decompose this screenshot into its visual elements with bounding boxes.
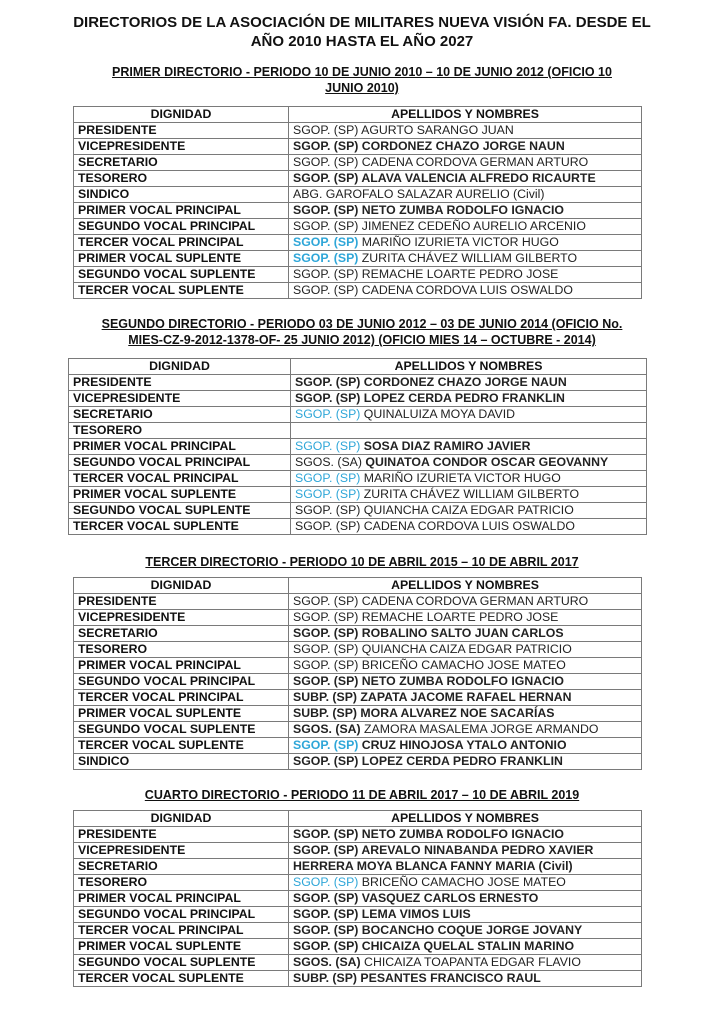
name-segment: SGOP. (SP) AGURTO SARANGO JUAN — [293, 123, 514, 137]
table-header-row — [69, 359, 647, 375]
name-segment: SGOS. (SA) — [295, 455, 362, 469]
section-title-line-2: MIES-CZ-9-2012-1378-OF- 25 JUNIO 2012) (OFICIO MIES 14 – OCTUBRE - 2014) — [128, 333, 596, 347]
section-title-primer-directorio — [50, 64, 674, 96]
name-segment: SGOP. (SP) BOCANCHO COQUE JORGE JOVANY — [293, 923, 583, 937]
dignidad-cell: SEGUNDO VOCAL SUPLENTE — [69, 503, 291, 519]
name-segment: ZURITA CHÁVEZ WILLIAM GILBERTO — [358, 251, 578, 265]
dignidad-cell: VICEPRESIDENTE — [69, 391, 291, 407]
rank-highlight: SGOP. (SP) — [295, 487, 361, 501]
document-title — [40, 13, 684, 51]
nombre-cell — [289, 251, 642, 267]
dignidad-cell: TESORERO — [74, 875, 289, 891]
dignidad-cell: PRESIDENTE — [74, 827, 289, 843]
dignidad-cell: SEGUNDO VOCAL SUPLENTE — [74, 267, 289, 283]
table-row — [74, 642, 642, 658]
nombre-cell — [289, 738, 642, 754]
table-row — [74, 722, 642, 738]
table-row — [74, 971, 642, 987]
name-segment: ZAMORA MASALEMA JORGE ARMANDO — [360, 722, 599, 736]
nombre-cell — [289, 722, 642, 738]
dignidad-cell: PRIMER VOCAL SUPLENTE — [74, 706, 289, 722]
name-segment: SGOP. (SP) AREVALO NINABANDA PEDRO XAVIER — [293, 843, 594, 857]
rank-highlight: SGOP. (SP) — [293, 235, 359, 249]
name-segment: ZURITA CHÁVEZ WILLIAM GILBERTO — [360, 487, 580, 501]
name-segment: SGOP. (SP) ROBALINO SALTO JUAN CARLOS — [293, 626, 564, 640]
dignidad-cell: PRIMER VOCAL PRINCIPAL — [69, 439, 291, 455]
table-row — [74, 738, 642, 754]
nombre-cell — [289, 139, 642, 155]
name-segment: SGOP. (SP) VASQUEZ CARLOS ERNESTO — [293, 891, 539, 905]
nombre-cell — [289, 690, 642, 706]
nombre-cell — [289, 171, 642, 187]
nombre-cell — [289, 626, 642, 642]
dignidad-cell: SEGUNDO VOCAL PRINCIPAL — [74, 674, 289, 690]
name-segment: MARIÑO IZURIETA VICTOR HUGO — [358, 235, 559, 249]
dignidad-cell: TERCER VOCAL PRINCIPAL — [74, 690, 289, 706]
nombre-cell — [289, 939, 642, 955]
name-segment: SGOP. (SP) CADENA CORDOVA GERMAN ARTURO — [293, 594, 589, 608]
dignidad-cell: TERCER VOCAL SUPLENTE — [74, 283, 289, 299]
nombre-cell — [289, 875, 642, 891]
name-segment: SGOP. (SP) QUIANCHA CAIZA EDGAR PATRICIO — [293, 642, 572, 656]
dignidad-cell: SEGUNDO VOCAL SUPLENTE — [74, 722, 289, 738]
rank-highlight: SGOP. (SP) — [293, 738, 359, 752]
nombre-cell — [291, 391, 647, 407]
table-row — [74, 219, 642, 235]
nombre-cell — [289, 235, 642, 251]
table-row — [74, 891, 642, 907]
dignidad-cell: PRESIDENTE — [69, 375, 291, 391]
dignidad-cell: PRIMER VOCAL SUPLENTE — [74, 939, 289, 955]
name-segment: SOSA DIAZ RAMIRO JAVIER — [360, 439, 531, 453]
dignidad-cell: SEGUNDO VOCAL PRINCIPAL — [74, 907, 289, 923]
section-title-tercer-directorio — [50, 554, 674, 570]
column-header-dignidad: DIGNIDAD — [74, 107, 289, 123]
section-title-cuarto-directorio — [50, 787, 674, 803]
dignidad-cell: PRIMER VOCAL PRINCIPAL — [74, 891, 289, 907]
dignidad-cell: VICEPRESIDENTE — [74, 843, 289, 859]
section-title-line-1: TERCER DIRECTORIO - PERIODO 10 DE ABRIL 2015 – 10 DE ABRIL 2017 — [145, 555, 579, 569]
dignidad-cell: SINDICO — [74, 187, 289, 203]
nombre-cell — [289, 843, 642, 859]
name-segment: ABG. GAROFALO SALAZAR AURELIO (Civil) — [293, 187, 545, 201]
table-row — [74, 123, 642, 139]
rank-highlight: SGOP. (SP) — [293, 251, 359, 265]
name-segment: SGOP. (SP) LOPEZ CERDA PEDRO FRANKLIN — [295, 391, 565, 405]
name-segment: SGOP. (SP) JIMENEZ CEDEÑO AURELIO ARCENIO — [293, 219, 586, 233]
table-header-row — [74, 578, 642, 594]
nombre-cell — [291, 503, 647, 519]
table-row — [69, 455, 647, 471]
table-primer-directorio — [73, 106, 642, 299]
column-header-dignidad: DIGNIDAD — [74, 578, 289, 594]
table-row — [74, 251, 642, 267]
nombre-cell — [291, 455, 647, 471]
nombre-cell — [289, 955, 642, 971]
dignidad-cell: SEGUNDO VOCAL PRINCIPAL — [69, 455, 291, 471]
name-segment: SGOP. (SP) LEMA VIMOS LUIS — [293, 907, 471, 921]
nombre-cell — [291, 375, 647, 391]
nombre-cell — [291, 519, 647, 535]
dignidad-cell: TESORERO — [69, 423, 291, 439]
section-title-line-1: SEGUNDO DIRECTORIO - PERIODO 03 DE JUNIO 2012 – 03 DE JUNIO 2014 (OFICIO No. — [101, 317, 623, 331]
column-header-dignidad: DIGNIDAD — [69, 359, 291, 375]
dignidad-cell: TERCER VOCAL PRINCIPAL — [74, 923, 289, 939]
name-segment: SGOP. (SP) CORDONEZ CHAZO JORGE NAUN — [295, 375, 567, 389]
nombre-cell — [289, 267, 642, 283]
table-row — [74, 923, 642, 939]
name-segment: SGOP. (SP) NETO ZUMBA RODOLFO IGNACIO — [293, 203, 564, 217]
table-row — [74, 690, 642, 706]
table-row — [69, 503, 647, 519]
name-segment: SGOP. (SP) CHICAIZA QUELAL STALIN MARINO — [293, 939, 575, 953]
table-cuarto-directorio — [73, 810, 642, 987]
rank-highlight: SGOP. (SP) — [293, 875, 359, 889]
name-segment: SGOP. (SP) CADENA CORDOVA GERMAN ARTURO — [293, 155, 589, 169]
dignidad-cell: PRESIDENTE — [74, 594, 289, 610]
table-row — [74, 626, 642, 642]
dignidad-cell: SEGUNDO VOCAL SUPLENTE — [74, 955, 289, 971]
name-segment: SGOP. (SP) CADENA CORDOVA LUIS OSWALDO — [295, 519, 575, 533]
dignidad-cell: SECRETARIO — [74, 859, 289, 875]
nombre-cell — [289, 642, 642, 658]
dignidad-cell: PRESIDENTE — [74, 123, 289, 139]
nombre-cell — [289, 123, 642, 139]
table-row — [74, 235, 642, 251]
table-row — [74, 610, 642, 626]
nombre-cell — [289, 187, 642, 203]
dignidad-cell: TERCER VOCAL PRINCIPAL — [69, 471, 291, 487]
table-row — [74, 875, 642, 891]
name-segment: SGOP. (SP) NETO ZUMBA RODOLFO IGNACIO — [293, 827, 564, 841]
column-header-apellidos-nombres: APELLIDOS Y NOMBRES — [289, 107, 642, 123]
section-title-segundo-directorio — [50, 316, 674, 348]
nombre-cell — [289, 219, 642, 235]
name-segment: SGOS. (SA) — [293, 722, 361, 736]
table-row — [69, 487, 647, 503]
nombre-cell — [289, 907, 642, 923]
nombre-cell — [289, 155, 642, 171]
name-segment: SGOP. (SP) BRICEÑO CAMACHO JOSE MATEO — [293, 658, 566, 672]
nombre-cell — [289, 859, 642, 875]
nombre-cell — [291, 407, 647, 423]
table-row — [74, 907, 642, 923]
name-segment: SGOP. (SP) QUIANCHA CAIZA EDGAR PATRICIO — [295, 503, 574, 517]
table-row — [74, 859, 642, 875]
nombre-cell — [291, 423, 647, 439]
table-row — [74, 139, 642, 155]
dignidad-cell: SECRETARIO — [69, 407, 291, 423]
name-segment: SGOP. (SP) REMACHE LOARTE PEDRO JOSE — [293, 267, 559, 281]
table-header-row — [74, 811, 642, 827]
column-header-dignidad: DIGNIDAD — [74, 811, 289, 827]
table-row — [69, 407, 647, 423]
name-segment: HERRERA MOYA BLANCA FANNY MARIA (Civil) — [293, 859, 573, 873]
dignidad-cell: PRIMER VOCAL SUPLENTE — [74, 251, 289, 267]
nombre-cell — [289, 610, 642, 626]
table-row — [74, 706, 642, 722]
dignidad-cell: TERCER VOCAL SUPLENTE — [74, 971, 289, 987]
table-row — [74, 939, 642, 955]
table-segundo-directorio — [68, 358, 647, 535]
name-segment: CRUZ HINOJOSA YTALO ANTONIO — [358, 738, 567, 752]
nombre-cell — [289, 674, 642, 690]
table-row — [74, 674, 642, 690]
name-segment: SGOP. (SP) ALAVA VALENCIA ALFREDO RICAURTE — [293, 171, 596, 185]
dignidad-cell: VICEPRESIDENTE — [74, 610, 289, 626]
nombre-cell — [289, 283, 642, 299]
column-header-apellidos-nombres: APELLIDOS Y NOMBRES — [289, 811, 642, 827]
table-row — [69, 471, 647, 487]
dignidad-cell: TESORERO — [74, 642, 289, 658]
dignidad-cell: SINDICO — [74, 754, 289, 770]
dignidad-cell: TERCER VOCAL SUPLENTE — [74, 738, 289, 754]
table-row — [69, 423, 647, 439]
table-row — [74, 827, 642, 843]
nombre-cell — [291, 487, 647, 503]
rank-highlight: SGOP. (SP) — [295, 439, 361, 453]
dignidad-cell: SECRETARIO — [74, 155, 289, 171]
nombre-cell — [291, 471, 647, 487]
table-row — [74, 955, 642, 971]
table-row — [74, 754, 642, 770]
nombre-cell — [289, 594, 642, 610]
nombre-cell — [289, 827, 642, 843]
table-row — [74, 594, 642, 610]
table-row — [74, 155, 642, 171]
table-row — [69, 391, 647, 407]
name-segment: SGOS. (SA) — [293, 955, 361, 969]
nombre-cell — [289, 891, 642, 907]
nombre-cell — [289, 658, 642, 674]
nombre-cell — [289, 971, 642, 987]
dignidad-cell: SECRETARIO — [74, 626, 289, 642]
document-title-line-1: DIRECTORIOS DE LA ASOCIACIÓN DE MILITARES NUEVA VISIÓN FA. DESDE EL — [73, 14, 651, 31]
nombre-cell — [289, 754, 642, 770]
rank-highlight: SGOP. (SP) — [295, 407, 361, 421]
table-row — [69, 439, 647, 455]
table-row — [74, 283, 642, 299]
table-row — [74, 843, 642, 859]
nombre-cell — [291, 439, 647, 455]
name-segment: QUINATOA CONDOR OSCAR GEOVANNY — [361, 455, 609, 469]
section-title-line-1: CUARTO DIRECTORIO - PERIODO 11 DE ABRIL 2017 – 10 DE ABRIL 2019 — [144, 788, 580, 802]
name-segment: SUBP. (SP) PESANTES FRANCISCO RAUL — [293, 971, 541, 985]
name-segment: SUBP. (SP) ZAPATA JACOME RAFAEL HERNAN — [293, 690, 572, 704]
name-segment: SUBP. (SP) MORA ALVAREZ NOE SACARÍAS — [293, 706, 555, 720]
section-title-line-1: PRIMER DIRECTORIO - PERIODO 10 DE JUNIO 2010 – 10 DE JUNIO 2012 (OFICIO 10 — [112, 65, 612, 79]
column-header-apellidos-nombres: APELLIDOS Y NOMBRES — [289, 578, 642, 594]
section-title-line-2: JUNIO 2010) — [325, 81, 399, 95]
name-segment: SGOP. (SP) REMACHE LOARTE PEDRO JOSE — [293, 610, 559, 624]
rank-highlight: SGOP. (SP) — [295, 471, 361, 485]
name-segment: SGOP. (SP) NETO ZUMBA RODOLFO IGNACIO — [293, 674, 564, 688]
name-segment: SGOP. (SP) CADENA CORDOVA LUIS OSWALDO — [293, 283, 573, 297]
dignidad-cell: TESORERO — [74, 171, 289, 187]
name-segment: MARIÑO IZURIETA VICTOR HUGO — [360, 471, 561, 485]
dignidad-cell: PRIMER VOCAL PRINCIPAL — [74, 658, 289, 674]
table-row — [69, 375, 647, 391]
column-header-apellidos-nombres: APELLIDOS Y NOMBRES — [291, 359, 647, 375]
table-tercer-directorio — [73, 577, 642, 770]
name-segment: CHICAIZA TOAPANTA EDGAR FLAVIO — [360, 955, 581, 969]
dignidad-cell: VICEPRESIDENTE — [74, 139, 289, 155]
dignidad-cell: PRIMER VOCAL SUPLENTE — [69, 487, 291, 503]
dignidad-cell: TERCER VOCAL PRINCIPAL — [74, 235, 289, 251]
table-row — [74, 187, 642, 203]
dignidad-cell: TERCER VOCAL SUPLENTE — [69, 519, 291, 535]
nombre-cell — [289, 203, 642, 219]
table-row — [74, 171, 642, 187]
document-title-line-2: AÑO 2010 HASTA EL AÑO 2027 — [250, 33, 474, 50]
dignidad-cell: PRIMER VOCAL PRINCIPAL — [74, 203, 289, 219]
name-segment: BRICEÑO CAMACHO JOSE MATEO — [358, 875, 566, 889]
table-header-row — [74, 107, 642, 123]
table-row — [74, 658, 642, 674]
table-row — [74, 267, 642, 283]
nombre-cell — [289, 706, 642, 722]
name-segment: QUINALUIZA MOYA DAVID — [360, 407, 516, 421]
table-row — [74, 203, 642, 219]
dignidad-cell: SEGUNDO VOCAL PRINCIPAL — [74, 219, 289, 235]
name-segment: SGOP. (SP) LOPEZ CERDA PEDRO FRANKLIN — [293, 754, 563, 768]
nombre-cell — [289, 923, 642, 939]
name-segment: SGOP. (SP) CORDONEZ CHAZO JORGE NAUN — [293, 139, 565, 153]
table-row — [69, 519, 647, 535]
